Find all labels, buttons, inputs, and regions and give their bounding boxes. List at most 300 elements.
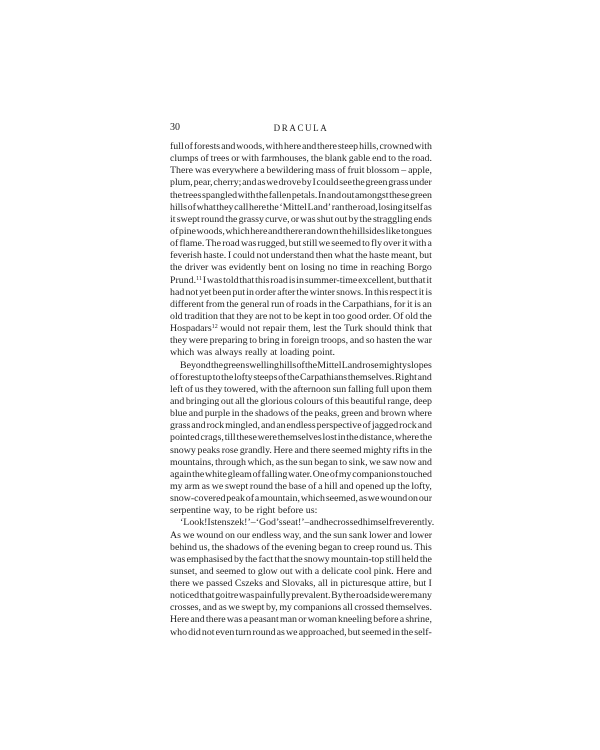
word: pear, [193, 177, 213, 189]
word: Land [341, 359, 362, 371]
word: the [210, 359, 224, 371]
text-line [170, 299, 432, 311]
word: not [185, 286, 199, 298]
word: us, [198, 541, 210, 553]
word: foreign [290, 335, 320, 347]
word: and [303, 529, 318, 541]
word: to [234, 505, 242, 517]
word: forest [178, 371, 202, 383]
word: the [274, 480, 287, 492]
word: that [274, 553, 290, 565]
word: – [401, 165, 407, 177]
word: gleam [227, 468, 252, 480]
word: fallen [268, 189, 292, 201]
word: grass [170, 420, 191, 432]
word: with [237, 189, 256, 201]
word: endless [286, 420, 316, 432]
word: There [170, 165, 194, 177]
word: and [190, 614, 205, 626]
word: himself [362, 517, 393, 529]
word: in [296, 274, 304, 286]
word: upon [390, 383, 411, 395]
word: our [418, 493, 432, 505]
word: drove [278, 177, 302, 189]
word: there [317, 141, 337, 152]
word: it [426, 274, 432, 286]
word: my [338, 468, 352, 480]
word: we [192, 578, 204, 590]
word: Right [394, 371, 417, 383]
word: was [206, 274, 223, 286]
word: base [288, 480, 307, 492]
word: end [372, 153, 387, 165]
word: and [417, 371, 432, 383]
text-line [170, 457, 432, 469]
word: Land’ [307, 201, 332, 213]
word: a [254, 493, 260, 505]
word: ran [331, 201, 345, 213]
word: companions [293, 602, 342, 614]
text-line [170, 554, 432, 566]
word: glow [257, 565, 278, 577]
word: as [358, 493, 368, 505]
word: Isten [207, 517, 227, 529]
text-line [170, 275, 432, 287]
body-text [170, 141, 435, 639]
word: endless [251, 529, 282, 541]
word: straggling [372, 213, 413, 225]
word: had [170, 286, 185, 298]
word: the [221, 371, 234, 383]
word: I [428, 578, 432, 590]
word: that [410, 274, 426, 286]
text-line [170, 542, 432, 554]
word: hills [279, 359, 297, 371]
word: wound [196, 529, 224, 541]
word: we [367, 493, 380, 505]
word: which [225, 225, 250, 237]
word: Turk [343, 323, 363, 335]
word: touched [400, 468, 432, 480]
word: blossom [366, 165, 400, 177]
word: round [252, 626, 276, 638]
word: the [339, 225, 352, 237]
word: it [406, 298, 413, 310]
word: as [423, 201, 432, 213]
word: hillsides [352, 225, 385, 237]
word: of [184, 141, 193, 152]
word: of [308, 480, 317, 492]
word: seemed [331, 238, 361, 250]
word: to [343, 541, 352, 553]
word: see [339, 177, 352, 189]
word: the [211, 541, 224, 553]
text-line [170, 323, 432, 335]
word: saw [382, 456, 398, 468]
word: by [301, 177, 312, 189]
word: which [300, 493, 325, 505]
text-line [170, 469, 432, 481]
word: general [240, 298, 270, 310]
word: perspective [316, 420, 362, 432]
word: old [405, 310, 418, 322]
word: like [385, 225, 401, 237]
word: the [300, 408, 313, 420]
word: on [225, 529, 235, 541]
word: of [329, 468, 339, 480]
word: haste. [203, 250, 227, 262]
word: sink, [348, 456, 368, 468]
text-line [170, 311, 432, 323]
word: did [188, 626, 201, 638]
word: ends [413, 213, 432, 225]
word: the [345, 201, 358, 213]
word: us [194, 383, 204, 395]
word: we [228, 602, 240, 614]
word: not [269, 310, 282, 322]
word: a [427, 238, 432, 250]
word: road. [411, 153, 432, 165]
word: what [196, 201, 216, 213]
word: sun [299, 456, 313, 468]
word: were [257, 432, 277, 444]
word: reaching [370, 262, 405, 274]
word: the [403, 335, 416, 347]
word: passed [206, 578, 233, 590]
word: clumps [170, 153, 199, 165]
word: at [270, 347, 278, 359]
word: of [324, 395, 334, 407]
page-number: 30 [170, 122, 180, 133]
word: beautiful [350, 395, 386, 407]
word: falling [261, 468, 288, 480]
word: green [223, 359, 246, 371]
text-line [170, 396, 432, 408]
word: to [339, 456, 348, 468]
word: opened [355, 480, 384, 492]
paragraph [170, 360, 432, 518]
word: was [194, 165, 211, 177]
word: ‘Mittel [279, 201, 307, 213]
text-line [170, 190, 432, 202]
word: delicate [321, 565, 353, 577]
word: jagged [371, 420, 399, 432]
word: companions [352, 468, 400, 480]
word: the [226, 298, 239, 310]
word: deep [413, 395, 432, 407]
word: snowy [170, 444, 196, 456]
word: which [170, 347, 195, 359]
word: green [341, 408, 364, 420]
word: here [249, 201, 267, 213]
text-line [170, 360, 432, 372]
word: the [296, 286, 309, 298]
word: the [343, 590, 356, 602]
word: it [402, 238, 408, 250]
word: in [337, 432, 346, 444]
word: spangled [202, 189, 238, 201]
word: mountains, [170, 456, 214, 468]
word: lost [322, 432, 337, 444]
word: think [394, 323, 415, 335]
text-line [170, 347, 432, 359]
word: lower [409, 529, 432, 541]
word: and [417, 456, 432, 468]
word: lower [368, 529, 392, 541]
word: I [227, 250, 232, 262]
word: to [283, 310, 292, 322]
word: the [328, 298, 341, 310]
word: amongst [355, 189, 389, 201]
word: a [260, 165, 265, 177]
word: lofty, [411, 480, 432, 492]
word: The [205, 238, 221, 250]
text-line [170, 432, 432, 444]
word: no [327, 262, 338, 274]
word: after [277, 286, 296, 298]
word: an [422, 298, 432, 310]
word: themselves [277, 432, 322, 444]
word: way, [213, 505, 232, 517]
word: seemed, [325, 493, 358, 505]
word: losing [378, 201, 403, 213]
word: for [393, 298, 406, 310]
word: round [201, 213, 225, 225]
word: painfully [254, 590, 291, 602]
word: – [304, 517, 310, 529]
word: man [279, 614, 297, 626]
word: them, [288, 323, 311, 335]
word: full [170, 141, 184, 152]
word: the [329, 323, 342, 335]
word: there [205, 614, 226, 626]
word: and [221, 141, 236, 152]
word: the [419, 432, 432, 444]
word: be [292, 310, 303, 322]
word: roadside [356, 590, 390, 602]
word: order [255, 286, 276, 298]
word: with [408, 238, 427, 250]
word: up [202, 371, 213, 383]
word: my [279, 602, 292, 614]
word: in [246, 286, 254, 298]
word: my [170, 480, 183, 492]
word: water. [288, 468, 312, 480]
text-line [170, 408, 432, 420]
word: that [219, 310, 235, 322]
word: this [334, 395, 350, 407]
text-line [170, 165, 432, 177]
word: tradition [184, 310, 218, 322]
word: petals. [291, 189, 318, 201]
word: pine [178, 225, 196, 237]
word: out [334, 213, 348, 225]
word: was [196, 347, 213, 359]
word: and [349, 335, 365, 347]
word: and [393, 529, 408, 541]
word: of [278, 371, 287, 383]
word: of [170, 225, 179, 237]
word: mingled, [225, 420, 260, 432]
word: wound [380, 493, 408, 505]
word: slopes [407, 359, 432, 371]
word: road [222, 238, 240, 250]
word: losing [300, 262, 325, 274]
word: haste [369, 250, 390, 262]
word: peaks, [314, 408, 340, 420]
text-line [170, 481, 432, 493]
word: an [276, 420, 286, 432]
word: they [216, 201, 234, 213]
text-line [170, 566, 432, 578]
word: mass [315, 165, 336, 177]
word: but [288, 238, 302, 250]
word: snow-covered [170, 493, 226, 505]
word: again [170, 468, 192, 480]
word: understand [270, 250, 315, 262]
word: and [417, 565, 432, 577]
word: seemed [216, 565, 246, 577]
word: behind [170, 541, 197, 553]
word: green [365, 177, 388, 189]
word: in [281, 335, 289, 347]
word: all [342, 602, 353, 614]
word: and [188, 408, 204, 420]
word: could [232, 250, 255, 262]
word: the [287, 371, 300, 383]
word: as [276, 626, 285, 638]
word: evidently [229, 262, 266, 274]
word: and [309, 517, 324, 529]
word: to [247, 565, 256, 577]
word: and [202, 602, 217, 614]
word: white [204, 468, 227, 480]
word: ‘Look! [180, 517, 208, 529]
word: farmhouses, [260, 153, 309, 165]
text-line [170, 614, 432, 626]
word: war [417, 335, 432, 347]
word: who [170, 626, 188, 638]
word: Here [396, 565, 416, 577]
word: self- [414, 626, 432, 638]
word: but [397, 274, 410, 286]
word: of [261, 541, 270, 553]
word: sank [348, 529, 368, 541]
word: themselves. [347, 371, 395, 383]
text-line [170, 153, 432, 165]
word: there [282, 225, 303, 237]
word: and [294, 444, 309, 456]
word: the [319, 529, 332, 541]
word: attire, [388, 578, 412, 590]
word: towered, [223, 383, 259, 395]
word: there [170, 578, 190, 590]
word: with [259, 383, 278, 395]
word: crags, [200, 432, 224, 444]
word: the [397, 153, 410, 165]
word: fly [371, 238, 383, 250]
word: rifts [392, 444, 409, 456]
word: loading [279, 347, 310, 359]
word: the [285, 456, 298, 468]
word: out [220, 395, 234, 407]
word: excellent, [358, 274, 397, 286]
word: swept [225, 480, 249, 492]
word: us. [401, 541, 413, 553]
word: tongues [401, 225, 432, 237]
word: everywhere [212, 165, 259, 177]
word: the [271, 541, 284, 553]
word: rose [362, 359, 379, 371]
text-line [170, 602, 432, 614]
word: to [212, 371, 221, 383]
word: summer-time [304, 274, 358, 286]
word: the [355, 250, 368, 262]
word: snowy [303, 553, 330, 565]
word: By [331, 590, 343, 602]
word: our [236, 529, 251, 541]
word: that [239, 274, 255, 286]
word: to [362, 238, 370, 250]
word: way, [282, 529, 302, 541]
word: should [365, 323, 392, 335]
word: sunset, [170, 565, 198, 577]
word: always [214, 347, 243, 359]
word: mighty [378, 359, 407, 371]
word: road [270, 274, 288, 286]
text-line [170, 202, 432, 214]
word: was [170, 553, 186, 565]
word: of [184, 383, 194, 395]
word: snows. [336, 286, 364, 298]
word: apple, [408, 165, 432, 177]
word: all [235, 395, 246, 407]
word: so [365, 335, 375, 347]
word: not [201, 626, 215, 638]
word: of [170, 238, 179, 250]
word: as [201, 480, 210, 492]
text-line [170, 493, 432, 505]
word: woods, [196, 225, 225, 237]
word: preparing [209, 335, 248, 347]
word: range, [387, 395, 412, 407]
text-line [170, 578, 432, 590]
word: the [170, 262, 183, 274]
word: creep [353, 541, 375, 553]
word: steeps [253, 371, 278, 383]
word: by [348, 213, 359, 225]
word: green [410, 189, 432, 201]
word: respect [389, 286, 418, 298]
word: cool [354, 565, 372, 577]
word: and [242, 177, 257, 189]
word: and [326, 189, 342, 201]
word: and [301, 141, 317, 152]
text-line [170, 627, 432, 639]
word: bent [268, 262, 286, 274]
word: of [200, 153, 209, 165]
word: bewildering [266, 165, 314, 177]
word: are [255, 310, 268, 322]
word: up [385, 480, 396, 492]
word: winter [309, 286, 336, 298]
word: I [202, 274, 207, 286]
word: he [323, 517, 334, 529]
word: peasant [249, 614, 279, 626]
word: the [359, 213, 372, 225]
text-line [170, 590, 432, 602]
word: in [319, 298, 327, 310]
